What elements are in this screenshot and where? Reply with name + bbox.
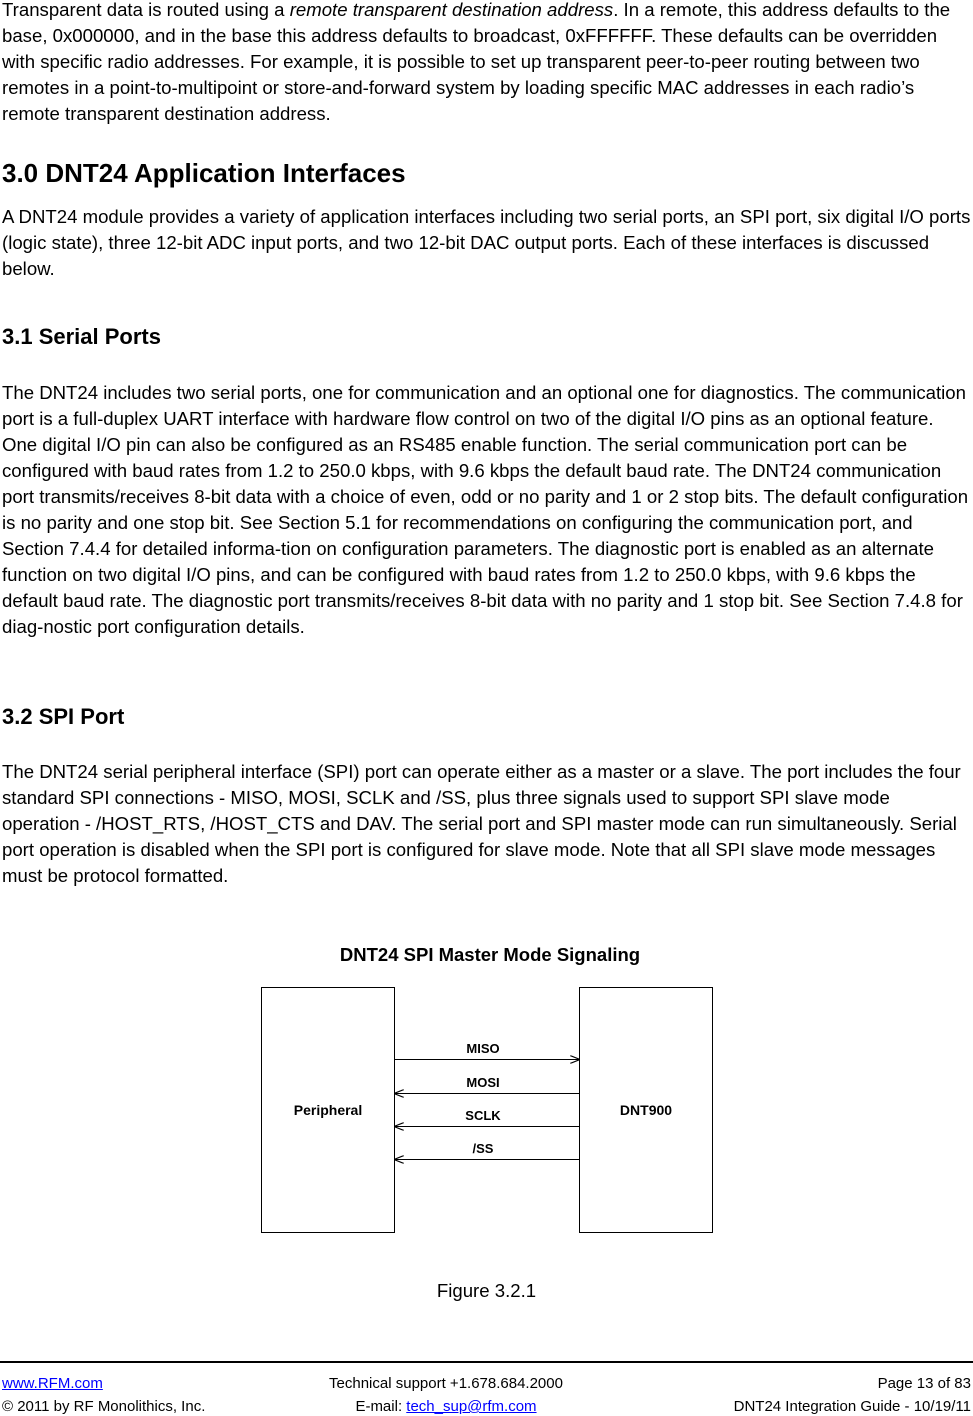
guide-title: DNT24 Integration Guide - 10/19/11 (733, 1398, 971, 1415)
dnt900-label: DNT900 (619, 1102, 673, 1118)
section-3-heading: 3.0 DNT24 Application Interfaces (2, 158, 406, 188)
section-3-2-heading: 3.2 SPI Port (2, 704, 125, 729)
section-3-1-body: The DNT24 includes two serial ports, one for communication and an optional one for diagnostics. The communication port is a full-duplex UART interface with hardware flow control on two of the digital I/O pins as an optional feature. One digital I/O pin can also be configured as an RS485 enable function. The serial communication port can be configured with baud rates from 1.2 to 250.0 kbps, with 9.6 kbps the default baud rate. The DNT24 communication port transmits/receives 8-bit data with a choice of even, odd or no parity and 1 or 2 stop bits. The default configuration is no parity and one stop bit. See Section 5.1 for recommendations on configuring the communication port, and Section 7.4.4 for detailed informa-tion on configuration parameters. The diagnostic port is enabled as an alternate function on two digital I/O pins, and can be configured with baud rates from 1.2 to 250.0 kbps, with 9.6 kbps the default baud rate. The diagnostic port transmits/receives 8-bit data with no parity and 1 stop bit. See Section 7.4.8 for diag-nostic port configuration details. (2, 382, 969, 637)
support-email-link[interactable]: tech_sup@rfm.com (406, 1398, 537, 1415)
signal-label-sclk: SCLK (465, 1108, 501, 1123)
section-3-body: A DNT24 module provides a variety of application interfaces including two serial ports, an SPI port, six digital I/O ports (logic state), three 12-bit ADC input ports, and two 12-bit DAC output ports. Each of these interfaces is discussed below. (2, 206, 971, 279)
footer-divider (0, 1361, 973, 1363)
website-link[interactable]: www.RFM.com (2, 1375, 103, 1392)
section-3-1-heading: 3.1 Serial Ports (2, 324, 161, 349)
signal-label-miso: MISO (466, 1041, 500, 1056)
copyright-text: © 2011 by RF Monolithics, Inc. (2, 1398, 206, 1415)
signal-label-mosi: MOSI (466, 1075, 500, 1090)
page-number: Page 13 of 83 (877, 1375, 971, 1392)
support-email-line: E-mail: tech_sup@rfm.com (355, 1398, 537, 1415)
intro-italic-term: remote transparent destination address (289, 0, 614, 20)
figure-caption: Figure 3.2.1 (436, 1280, 537, 1301)
intro-paragraph: Transparent data is routed using a remote transparent destination address. In a remote, this address defaults to the base, 0x000000, and in the base this address defaults to broadcast, 0xFFFFFF. These defaults can be overridden with specific radio addresses. For example, it is possible to set up transparent peer-to-peer routing between two remotes in a point-to-multipoint or store-and-forward system by loading specific MAC addresses in each radio’s remote transparent destination address. (2, 0, 951, 124)
support-phone: Technical support +1.678.684.2000 (329, 1375, 563, 1392)
section-3-2-body: The DNT24 serial peripheral interface (SPI) port can operate either as a master or a slave. The port includes the four standard SPI connections - MISO, MOSI, SCLK and /SS, plus three signals used to support SPI slave mode operation - /HOST_RTS, /HOST_CTS and DAV. The serial port and SPI master mode can run simultaneously. Serial port operation is disabled when the SPI port is configured for slave mode. Note that all SPI slave mode messages must be protocol formatted. (2, 761, 961, 886)
signal-label-ss: /SS (472, 1141, 494, 1156)
peripheral-label: Peripheral (293, 1102, 363, 1118)
diagram-title: DNT24 SPI Master Mode Signaling (339, 944, 641, 965)
spi-signaling-diagram (0, 975, 973, 1245)
